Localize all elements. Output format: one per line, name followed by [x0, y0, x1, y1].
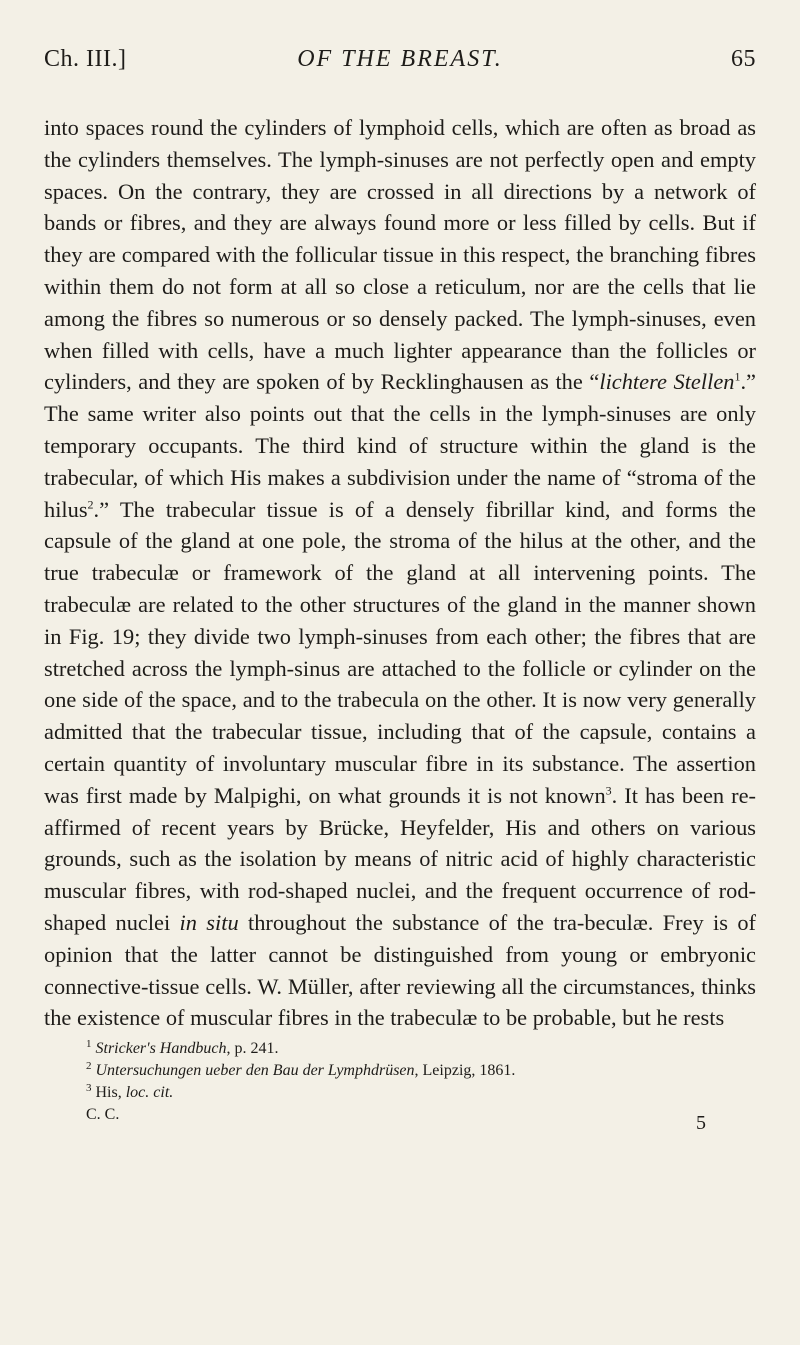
footnotes [44, 1038, 756, 1104]
footnote: $^1$ Stricker's Handbuch, p. 241. [86, 1037, 279, 1058]
signature-number: 5 [696, 1112, 706, 1135]
running-title: OF THE BREAST. [297, 46, 503, 72]
footnote: $^2$ Untersuchungen ueber den Bau der Lymphdrüsen, Leipzig, 1861. [86, 1059, 516, 1080]
footnote: $^3$ His, loc. cit. [86, 1081, 174, 1102]
italic-term: lichtere Stellen [599, 369, 735, 395]
chapter-label: Ch. III.] [44, 46, 127, 72]
body-paragraph [44, 112, 756, 1034]
text-segment: .” The same writer also points out that the cells in the lymph-sinuses are only temporary occupants. The third kind of structure within the gland is the trabecular, of which His makes a subdivision under the name of “stroma of the hilus [44, 369, 756, 522]
running-head [44, 46, 756, 80]
text-segment: .” The trabecular tissue is of a densely fibrillar kind, and forms the capsule of the gland at one pole, the stroma of the hilus at the other, and the true trabeculæ or framework of the gland at all intervening points. The trabeculæ are related to the other structures of the gland in the manner shown in Fig. 19; they divide two lymph-sinuses from each other; the fibres that are stretched across the lymph-sinus are attached to the follicle or cylinder on the one side of the space, and to the trabecula on the other. It is now very generally admitted that the trabecular tissue, including that of the capsule, contains a certain quantity of involuntary muscular fibre in its substance. The assertion was first made by Malpighi, on what grounds it is not known [44, 496, 756, 808]
footnote-ref: 1 [734, 369, 741, 384]
text-segment: . It has been re-affirmed of recent years by Brücke, Heyfelder, His and others on various grounds, such as the isolation by means of nitric acid of highly characteristic muscular fibres, with rod-shaped nuclei, and the frequent occurrence of rod-shaped nuclei [44, 782, 756, 935]
signature-row [44, 1106, 756, 1135]
italic-term: in situ [179, 909, 239, 935]
footnote-ref: 2 [87, 497, 94, 512]
signature-mark: C. C. [86, 1106, 120, 1124]
page-number: 65 [731, 46, 756, 72]
text-segment: throughout the substance of the tra-beculæ. Frey is of opinion that the latter cannot be distinguished from young or embryonic connective-tissue cells. W. Müller, after reviewing all the circumstances, thinks the existence of muscular fibres in the trabeculæ to be probable, but he rests [44, 909, 756, 1031]
text-segment: into spaces round the cylinders of lymphoid cells, which are often as broad as the cylinders themselves. The lymph-sinuses are not perfectly open and empty spaces. On the contrary, they are crossed in all directions by a network of bands or fibres, and they are always found more or less filled by cells. But if they are compared with the follicular tissue in this respect, the branching fibres within them do not form at all so close a reticulum, nor are the cells that lie among the fibres so numerous or so densely packed. The lymph-sinuses, even when filled with cells, have a much lighter appearance than the follicles or cylinders, and they are spoken of by Recklinghausen as the “ [44, 115, 756, 395]
footnote-ref: 3 [605, 783, 612, 798]
